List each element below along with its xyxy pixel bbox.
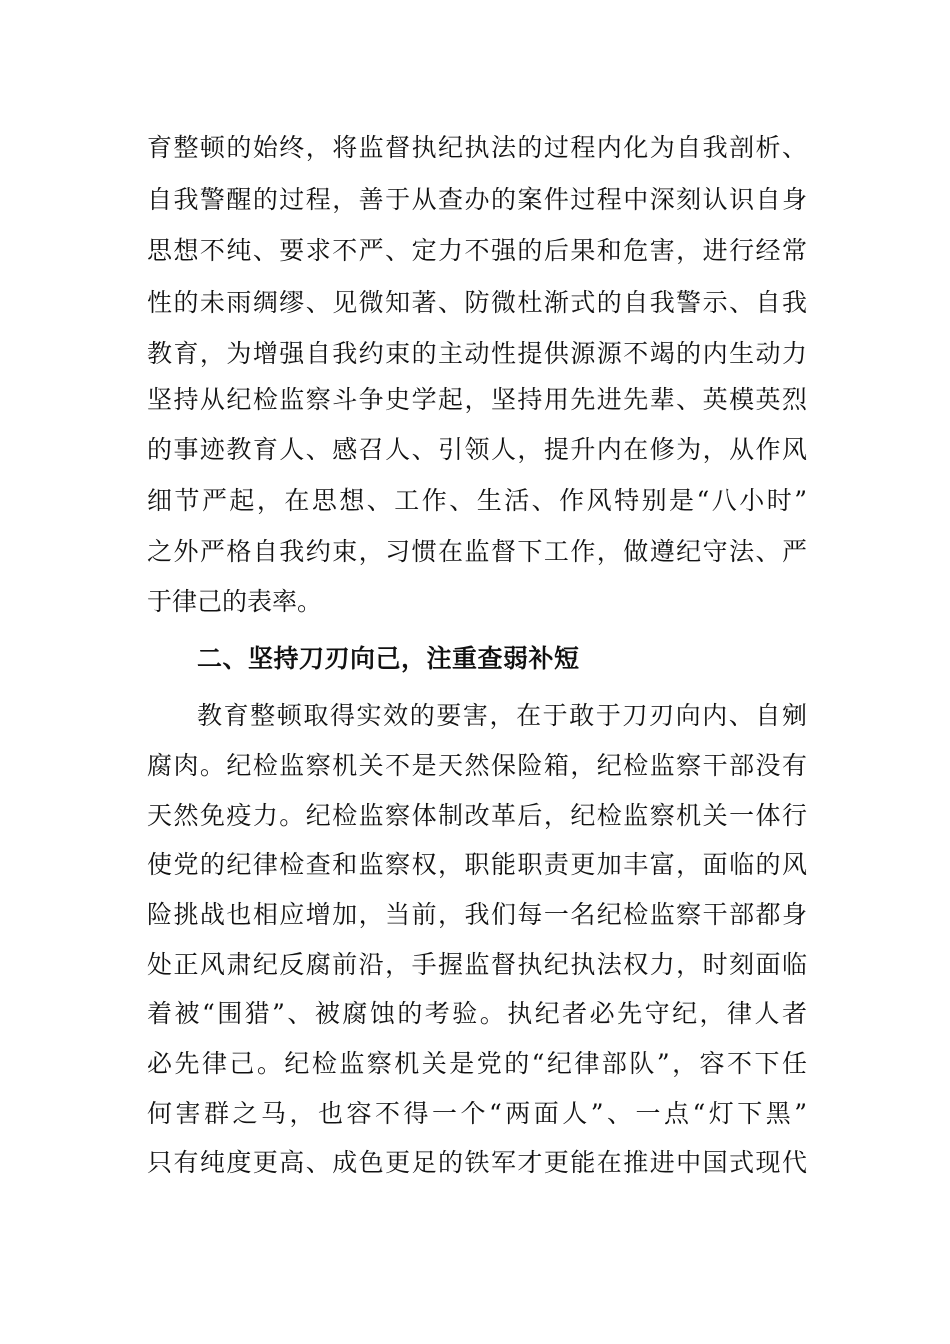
paragraph-2-line-2: 腐肉。纪检监察机关不是天然保险箱，纪检监察干部没有 bbox=[147, 751, 807, 780]
paragraph-1-line-6: 坚持从纪检监察斗争史学起，坚持用先进先辈、英模英烈 bbox=[147, 385, 807, 414]
paragraph-1-line-2: 自我警醒的过程，善于从查办的案件过程中深刻认识自身 bbox=[147, 185, 807, 214]
paragraph-1-line-9: 之外严格自我约束，习惯在监督下工作，做遵纪守法、严 bbox=[147, 537, 807, 566]
paragraph-1-line-5: 教育，为增强自我约束的主动性提供源源不竭的内生动力 bbox=[147, 339, 807, 368]
paragraph-1-line-10: 于律己的表率。 bbox=[147, 587, 323, 616]
paragraph-1-line-7: 的事迹教育人、感召人、引领人，提升内在修为，从作风 bbox=[147, 435, 807, 464]
paragraph-2-line-8: 必先律己。纪检监察机关是党的“纪律部队”，容不下任 bbox=[147, 1049, 807, 1078]
paragraph-2-line-5: 险挑战也相应增加，当前，我们每一名纪检监察干部都身 bbox=[147, 900, 807, 929]
paragraph-2-line-4: 使党的纪律检查和监察权，职能职责更加丰富，面临的风 bbox=[147, 850, 807, 879]
paragraph-2-line-6: 处正风肃纪反腐前沿，手握监督执纪执法权力，时刻面临 bbox=[147, 950, 807, 979]
paragraph-2-line-9: 何害群之马，也容不得一个“两面人”、一点“灯下黑” bbox=[147, 1099, 807, 1128]
paragraph-1-line-8: 细节严起，在思想、工作、生活、作风特别是“八小时” bbox=[147, 486, 807, 515]
section-heading: 二、坚持刀刃向己，注重查弱补短 bbox=[197, 644, 580, 673]
paragraph-1-line-4: 性的未雨绸缪、见微知著、防微杜渐式的自我警示、自我 bbox=[147, 288, 807, 317]
paragraph-1-line-3: 思想不纯、要求不严、定力不强的后果和危害，进行经常 bbox=[147, 236, 807, 265]
paragraph-1-line-1: 育整顿的始终，将监督执纪执法的过程内化为自我剖析、 bbox=[147, 133, 807, 162]
paragraph-2-line-10: 只有纯度更高、成色更足的铁军才更能在推进中国式现代 bbox=[147, 1148, 807, 1177]
paragraph-2-line-3: 天然免疫力。纪检监察体制改革后，纪检监察机关一体行 bbox=[147, 801, 807, 830]
paragraph-2-line-7: 着被“围猎”、被腐蚀的考验。执纪者必先守纪，律人者 bbox=[147, 999, 807, 1028]
paragraph-2-line-1: 教育整顿取得实效的要害，在于敢于刀刃向内、自剜 bbox=[197, 701, 807, 730]
